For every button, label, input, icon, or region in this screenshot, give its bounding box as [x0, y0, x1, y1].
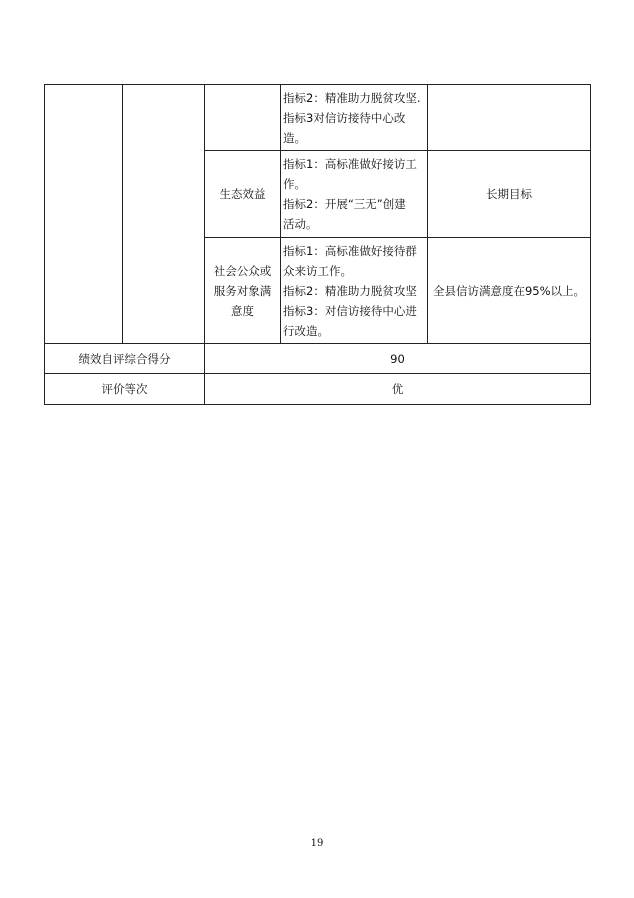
indicator-line: 指标1：高标准做好接访工	[283, 157, 417, 171]
score-label: 绩效自评综合得分	[45, 344, 205, 374]
indicator-line: 活动。	[283, 217, 318, 231]
indicator-line: 指标2：开展“三无”创建	[283, 197, 406, 211]
target-cell: 全县信访满意度在95%以上。	[428, 238, 591, 344]
grade-value: 优	[205, 374, 591, 405]
category-line: 社会公众或	[213, 263, 272, 278]
grade-row	[45, 374, 591, 405]
indicator-line: 指标3对信访接待中心改	[283, 110, 406, 125]
indicator-content-cell	[281, 151, 428, 238]
score-row	[45, 344, 591, 374]
grade-label: 评价等次	[45, 374, 205, 405]
target-cell	[428, 85, 591, 151]
indicator-line: 作。	[283, 177, 306, 191]
indicator-line: 指标1：高标准做好接待群	[283, 243, 417, 258]
category-cell	[205, 238, 281, 344]
level3-indicator-cell	[205, 85, 281, 151]
level2-indicator-cell	[123, 85, 205, 344]
indicator-line: 行改造。	[283, 323, 329, 338]
indicator-line: 造。	[283, 130, 306, 145]
indicator-content-cell	[281, 85, 428, 151]
indicator-content-cell	[281, 238, 428, 344]
table-row	[45, 85, 591, 151]
category-line: 意度	[231, 303, 254, 318]
indicator-line: 指标3：对信访接待中心进	[283, 303, 417, 318]
category-line: 服务对象满	[213, 283, 272, 298]
performance-evaluation-table	[44, 84, 591, 405]
category-cell: 生态效益	[205, 151, 281, 238]
target-cell: 长期目标	[428, 151, 591, 238]
indicator-line: 众来访工作。	[283, 263, 352, 278]
level1-indicator-cell	[45, 85, 123, 344]
indicator-line: 指标2：精准助力脱贫攻坚.	[283, 90, 421, 105]
indicator-line: 指标2：精准助力脱贫攻坚	[283, 283, 417, 298]
score-value: 90	[205, 344, 591, 374]
page-number: 19	[310, 838, 324, 849]
